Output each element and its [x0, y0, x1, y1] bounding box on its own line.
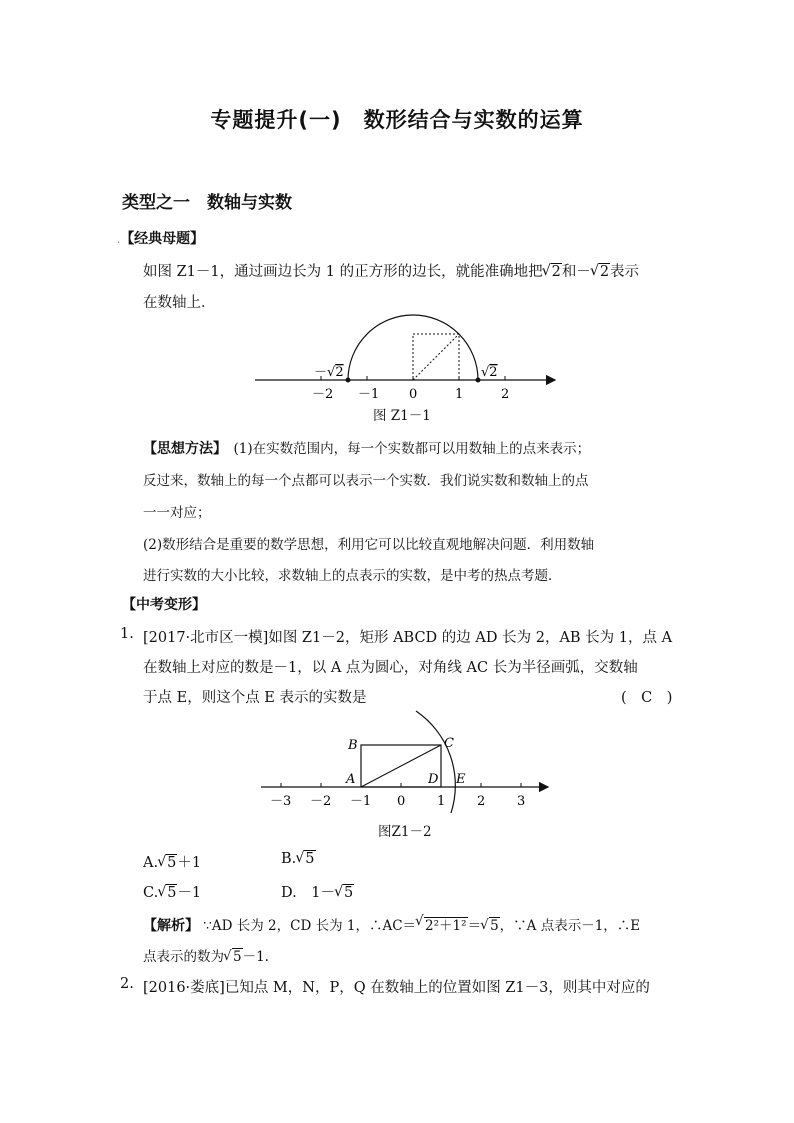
pos-sqrt2-label: √2 [481, 365, 498, 380]
q1-line1: [2017·北市区一模]如图 Z1－2，矩形 ABCD 的边 AD 长为 2，AB 长为 1，点 A [143, 630, 673, 646]
sqrt-radicand: 5 [490, 918, 499, 934]
sqrt-symbol [591, 264, 610, 280]
classic-text-c: 表示 [610, 264, 640, 280]
sqrt-radicand: 5 [233, 949, 242, 965]
option-c[interactable] [143, 881, 201, 902]
q2-line1: [2016·娄底]已知点 M，N，P，Q 在数轴上的位置如图 Z1－3，则其中对应的 [143, 980, 650, 996]
option-letter: D. 1－ [281, 885, 335, 901]
tick-label: －1 [350, 794, 372, 809]
figure-caption: 图Z1－2 [378, 824, 432, 840]
tick-label: －1 [358, 387, 380, 402]
figure-z1-2 [256, 705, 556, 817]
option-b[interactable] [281, 851, 316, 867]
method-line3: 一一对应； [143, 505, 211, 521]
q1-line3: 于点 E，则这个点 E 表示的实数是 [143, 690, 367, 706]
sqrt-symbol [296, 851, 315, 867]
analysis-text: －1. [242, 949, 269, 965]
analysis-label: 【解析】 [143, 918, 199, 934]
analysis-line1 [143, 914, 640, 935]
tick-label: －2 [312, 387, 334, 402]
sqrt-radicand: 5 [167, 855, 177, 871]
option-letter: C. [143, 885, 159, 901]
section-heading: 类型之一 数轴与实数 [122, 193, 292, 213]
sqrt-symbol [158, 855, 177, 871]
sqrt-symbol [416, 914, 468, 934]
square-diagonal [413, 334, 459, 380]
tick-label: 1 [437, 794, 446, 809]
analysis-text: ∵AD 长为 2，CD 长为 1，∴AC＝ [203, 918, 417, 934]
classic-text-line2: 在数轴上． [143, 295, 216, 311]
sqrt-symbol [224, 949, 243, 965]
arc-ac [416, 711, 455, 813]
point-label-e: E [456, 772, 466, 787]
analysis-line2 [143, 945, 269, 965]
point-pos-sqrt2 [476, 378, 481, 383]
tick-label: 2 [501, 387, 510, 402]
sqrt-radicand: 5 [343, 885, 354, 901]
point-label-a: A [346, 772, 356, 787]
q2-number: 2. [120, 976, 134, 992]
sqrt-symbol [335, 885, 354, 901]
method-line5: 进行实数的大小比较，求数轴上的点表示的实数，是中考的热点考题． [143, 568, 562, 584]
q1-number: 1. [120, 626, 134, 642]
option-a[interactable] [143, 851, 201, 872]
tick-label: 0 [397, 794, 406, 809]
tick-label: 2 [477, 794, 486, 809]
classic-text-b: 和－ [561, 264, 591, 280]
q1-line2: 在数轴上对应的数是－1，以 A 点为圆心，对角线 AC 长为半径画弧，交数轴 [143, 660, 638, 676]
classic-label-row [117, 228, 204, 248]
method-line2: 反过来，数轴上的每一个点都可以表示一个实数．我们说实数和数轴上的点 [143, 473, 589, 489]
tick-label: －3 [270, 794, 292, 809]
point-label-d: D [428, 772, 439, 787]
point-neg-sqrt2 [346, 378, 351, 383]
tick-label: 1 [455, 387, 464, 402]
sqrt-radicand: 5 [305, 851, 315, 867]
page-title: 专题提升(一) 数形结合与实数的运算 [210, 108, 584, 132]
option-suffix: －1 [177, 885, 202, 901]
classic-label: 【经典母题】 [120, 231, 205, 247]
analysis-text: ，∵A 点表示－1，∴E [499, 918, 641, 934]
method-line4: (2)数形结合是重要的数学思想，利用它可以比较直观地解决问题．利用数轴 [143, 537, 595, 553]
method-label: 【思想方法】 [143, 441, 220, 457]
option-letter: A. [143, 855, 159, 871]
sqrt-symbol [481, 918, 500, 934]
sqrt-symbol [158, 885, 177, 901]
point-label-b: B [348, 738, 358, 753]
sqrt-radicand: 2 [551, 264, 561, 280]
method-text: (1)在实数范围内，每一个实数都可以用数轴上的点来表示； [233, 441, 591, 457]
variant-label: 【中考变形】 [122, 597, 206, 613]
point-label-c: C [444, 736, 454, 751]
neg-sqrt2-label: －√2 [314, 365, 344, 380]
classic-text-line1 [143, 260, 639, 281]
classic-text-a: 如图 Z1－1，通过画边长为 1 的正方形的边长，就能准确地把 [143, 264, 543, 280]
sqrt-radicand: 5 [167, 885, 177, 901]
analysis-text: 点表示的数为 [143, 949, 224, 965]
tick-label: 3 [517, 794, 526, 809]
method-line1 [143, 437, 590, 458]
sqrt-radicand: 2²＋1² [425, 918, 467, 934]
bullet-dot: . [117, 235, 121, 246]
option-letter: B. [281, 851, 297, 867]
figure-caption: 图 Z1－1 [373, 408, 431, 424]
option-d[interactable] [281, 881, 354, 902]
semicircle-arc [348, 315, 478, 380]
q1-answer: ( C ) [621, 690, 673, 706]
tick-label: 0 [409, 387, 418, 402]
sqrt-radicand: 2 [599, 264, 610, 280]
analysis-text: ＝ [467, 918, 482, 934]
sqrt-symbol [543, 264, 562, 280]
tick-label: －2 [310, 794, 332, 809]
option-suffix: ＋1 [177, 855, 202, 871]
